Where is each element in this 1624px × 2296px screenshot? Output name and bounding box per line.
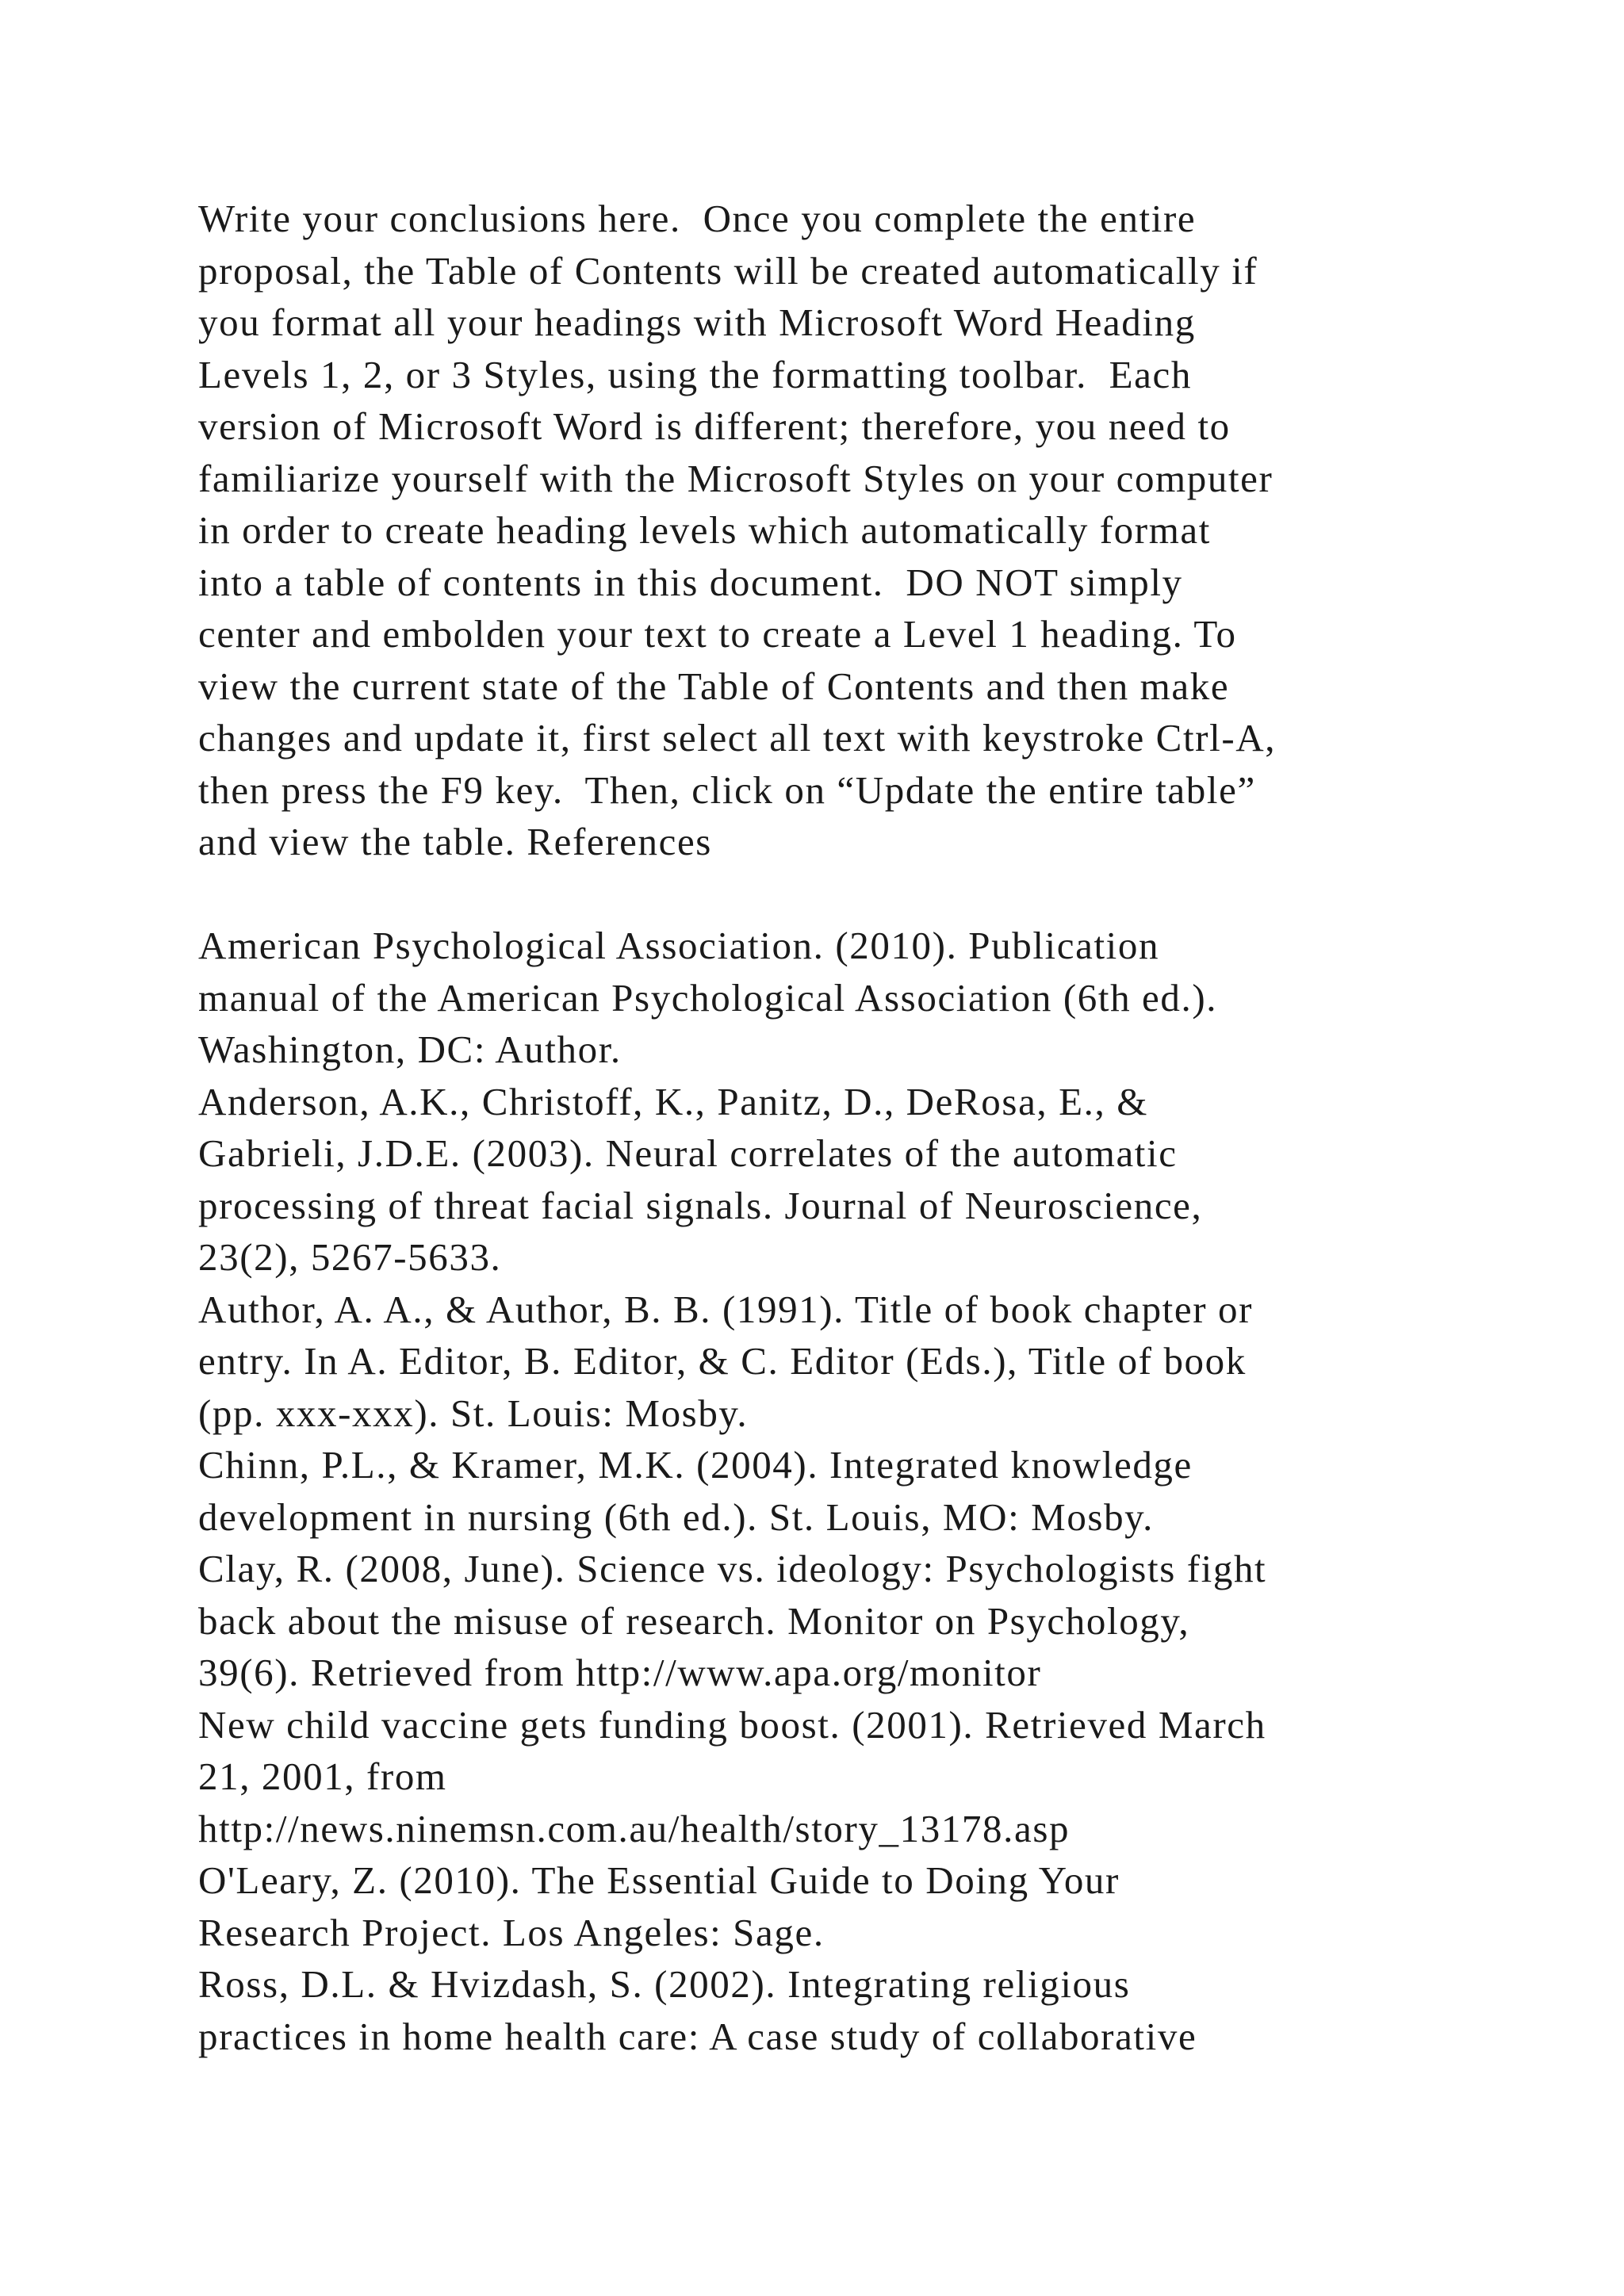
conclusions-line: then press the F9 key. Then, click on “Update the entire table” bbox=[198, 767, 1256, 812]
reference-line: American Psychological Association. (2010). Publication bbox=[198, 924, 1160, 967]
document-text bbox=[198, 193, 1467, 2062]
conclusions-line: center and embolden your text to create a Level 1 heading. To bbox=[198, 612, 1237, 656]
conclusions-line: Levels 1, 2, or 3 Styles, using the formatting toolbar. Each bbox=[198, 352, 1192, 396]
reference-line: entry. In A. Editor, B. Editor, & C. Editor (Eds.), Title of book bbox=[198, 1339, 1247, 1383]
reference-line: (pp. xxx-xxx). St. Louis: Mosby. bbox=[198, 1391, 749, 1435]
conclusions-line: version of Microsoft Word is different; therefore, you need to bbox=[198, 404, 1231, 448]
reference-line: Author, A. A., & Author, B. B. (1991). Title of book chapter or bbox=[198, 1287, 1254, 1331]
conclusions-line: in order to create heading levels which automatically format bbox=[198, 508, 1211, 552]
conclusions-line: changes and update it, first select all text with keystroke Ctrl-A, bbox=[198, 716, 1277, 760]
reference-line: 39(6). Retrieved from http://www.apa.org/monitor bbox=[198, 1651, 1042, 1694]
conclusions-line: you format all your headings with Microsoft Word Heading bbox=[198, 300, 1196, 344]
reference-line: Gabrieli, J.D.E. (2003). Neural correlates of the automatic bbox=[198, 1131, 1178, 1175]
conclusions-line: view the current state of the Table of Contents and then make bbox=[198, 664, 1230, 708]
reference-line: manual of the American Psychological Association (6th ed.). bbox=[198, 975, 1218, 1020]
reference-line: Ross, D.L. & Hvizdash, S. (2002). Integrating religious bbox=[198, 1962, 1131, 2006]
reference-line: 23(2), 5267-5633. bbox=[198, 1235, 502, 1279]
reference-line: Washington, DC: Author. bbox=[198, 1027, 622, 1071]
reference-line: development in nursing (6th ed.). St. Louis, MO: Mosby. bbox=[198, 1494, 1154, 1539]
conclusions-line: Write your conclusions here. Once you complete the entire bbox=[198, 197, 1197, 240]
reference-line: Chinn, P.L., & Kramer, M.K. (2004). Integrated knowledge bbox=[198, 1443, 1193, 1487]
conclusions-line: into a table of contents in this document. DO NOT simply bbox=[198, 560, 1183, 604]
reference-line: processing of threat facial signals. Journal of Neuroscience, bbox=[198, 1183, 1203, 1227]
reference-line: Anderson, A.K., Christoff, K., Panitz, D., DeRosa, E., & bbox=[198, 1079, 1148, 1123]
conclusions-line: familiarize yourself with the Microsoft Styles on your computer bbox=[198, 456, 1274, 500]
reference-line: New child vaccine gets funding boost. (2001). Retrieved March bbox=[198, 1702, 1266, 1747]
reference-line: Clay, R. (2008, June). Science vs. ideology: Psychologists fight bbox=[198, 1547, 1267, 1590]
reference-line: O'Leary, Z. (2010). The Essential Guide to Doing Your bbox=[198, 1858, 1120, 1902]
conclusions-line: proposal, the Table of Contents will be created automatically if bbox=[198, 248, 1258, 293]
conclusions-line: and view the table. References bbox=[198, 820, 712, 863]
reference-line: back about the misuse of research. Monitor on Psychology, bbox=[198, 1598, 1190, 1643]
reference-line: Research Project. Los Angeles: Sage. bbox=[198, 1910, 825, 1954]
reference-line: http://news.ninemsn.com.au/health/story_13178.asp bbox=[198, 1806, 1071, 1850]
reference-line: practices in home health care: A case study of collaborative bbox=[198, 2014, 1197, 2058]
paragraph-spacer bbox=[198, 868, 1467, 920]
reference-line: 21, 2001, from bbox=[198, 1755, 447, 1798]
